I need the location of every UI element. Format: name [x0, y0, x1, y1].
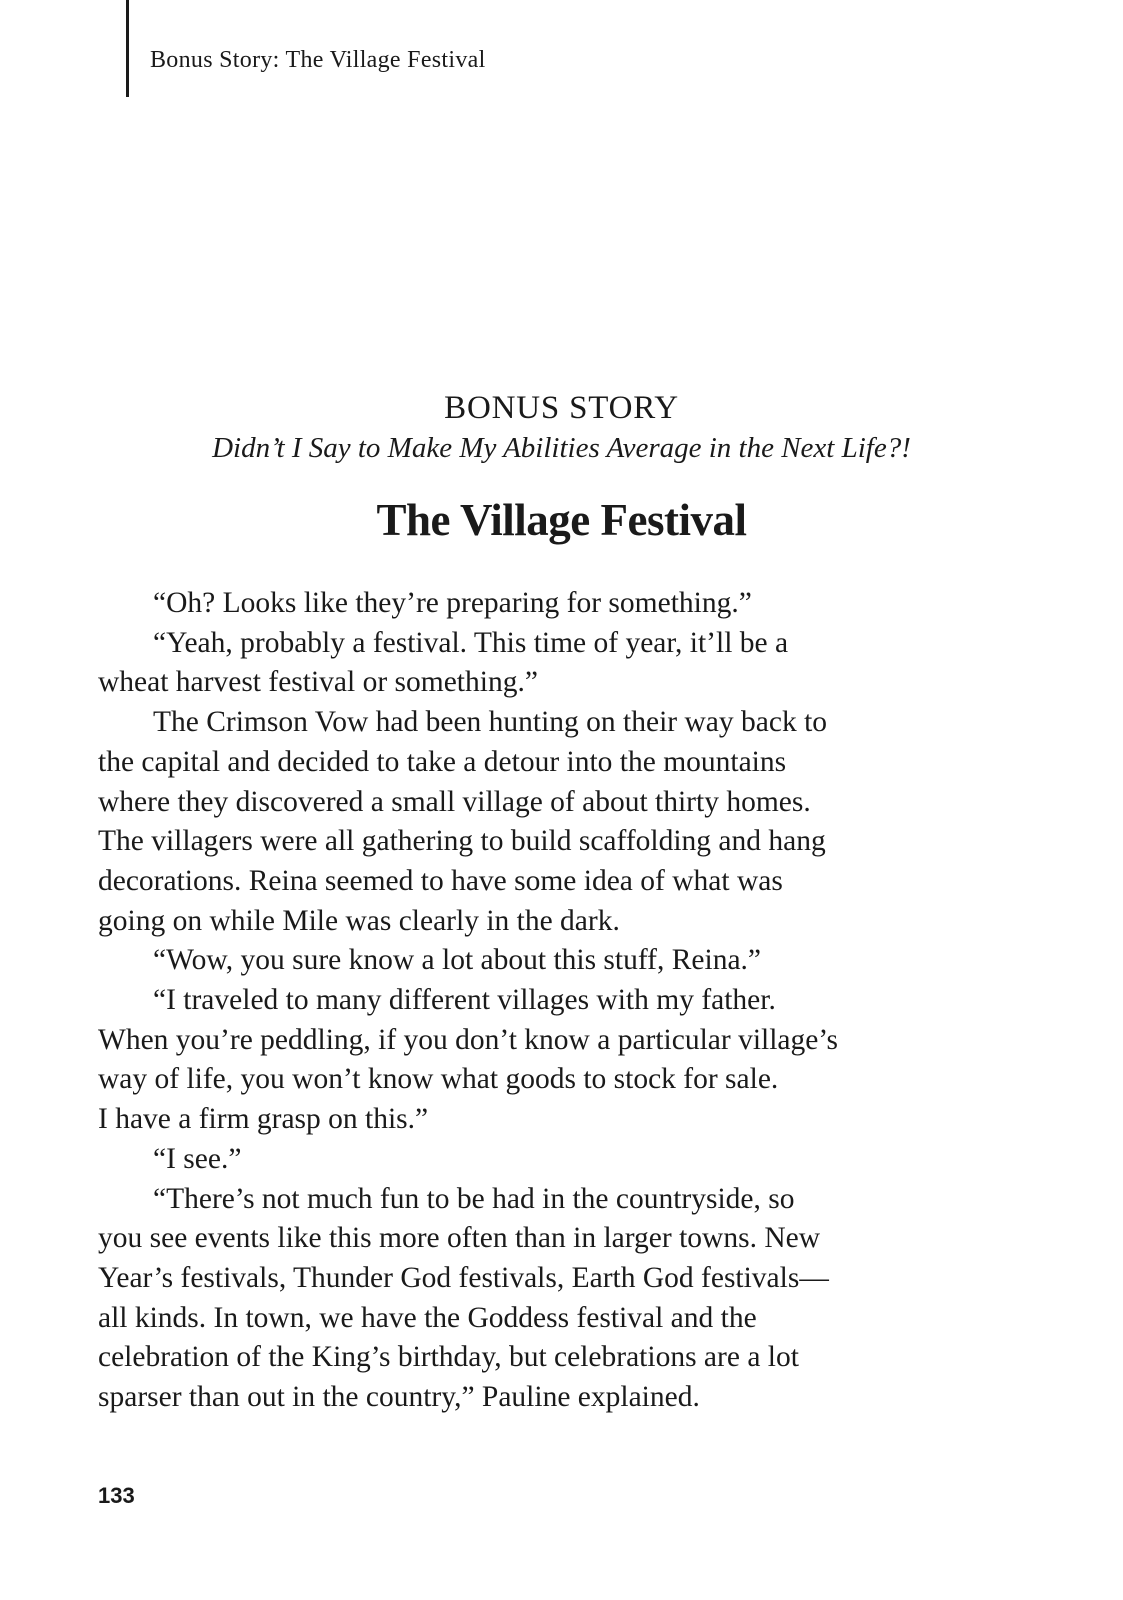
text-line: celebration of the King’s birthday, but celebrations are a lot	[98, 1341, 799, 1374]
text-line: I have a firm grasp on this.”	[98, 1103, 429, 1136]
text-line: “I see.”	[153, 1142, 242, 1175]
text-line: “Oh? Looks like they’re preparing for something.”	[153, 587, 752, 619]
text-line: where they discovered a small village of about thirty homes.	[98, 785, 811, 818]
page-number: 133	[98, 1483, 135, 1508]
text-line: The Crimson Vow had been hunting on their way back to	[153, 706, 828, 739]
running-head-rule	[126, 0, 129, 97]
text-line: Year’s festivals, Thunder God festivals, Earth God festivals—	[98, 1261, 829, 1294]
text-line: all kinds. In town, we have the Goddess festival and the	[98, 1301, 757, 1334]
text-line: “There’s not much fun to be had in the countryside, so	[153, 1182, 795, 1215]
text-line: way of life, you won’t know what goods to stock for sale.	[98, 1063, 779, 1096]
text-line: decorations. Reina seemed to have some idea of what was	[98, 864, 783, 897]
text-line: The villagers were all gathering to build scaffolding and hang	[98, 825, 826, 858]
text-line: “Wow, you sure know a lot about this stuff, Reina.”	[153, 944, 762, 977]
chapter-title: The Village Festival	[376, 495, 747, 545]
text-line: you see events like this more often than in larger towns. New	[98, 1222, 821, 1255]
text-line: “Yeah, probably a festival. This time of year, it’ll be a	[153, 626, 789, 659]
running-head: Bonus Story: The Village Festival	[150, 47, 486, 73]
text-line: “I traveled to many different villages with my father.	[153, 984, 776, 1017]
text-line: going on while Mile was clearly in the dark.	[98, 904, 620, 937]
section-label: BONUS STORY	[444, 390, 679, 426]
text-line: When you’re peddling, if you don’t know a particular village’s	[98, 1023, 839, 1056]
text-line: sparser than out in the country,” Pauline explained.	[98, 1381, 700, 1414]
text-line: wheat harvest festival or something.”	[98, 666, 538, 699]
series-title: Didn’t I Say to Make My Abilities Average in the Next Life?!	[212, 432, 911, 464]
text-line: the capital and decided to take a detour into the mountains	[98, 745, 787, 778]
body-text	[98, 584, 978, 1418]
